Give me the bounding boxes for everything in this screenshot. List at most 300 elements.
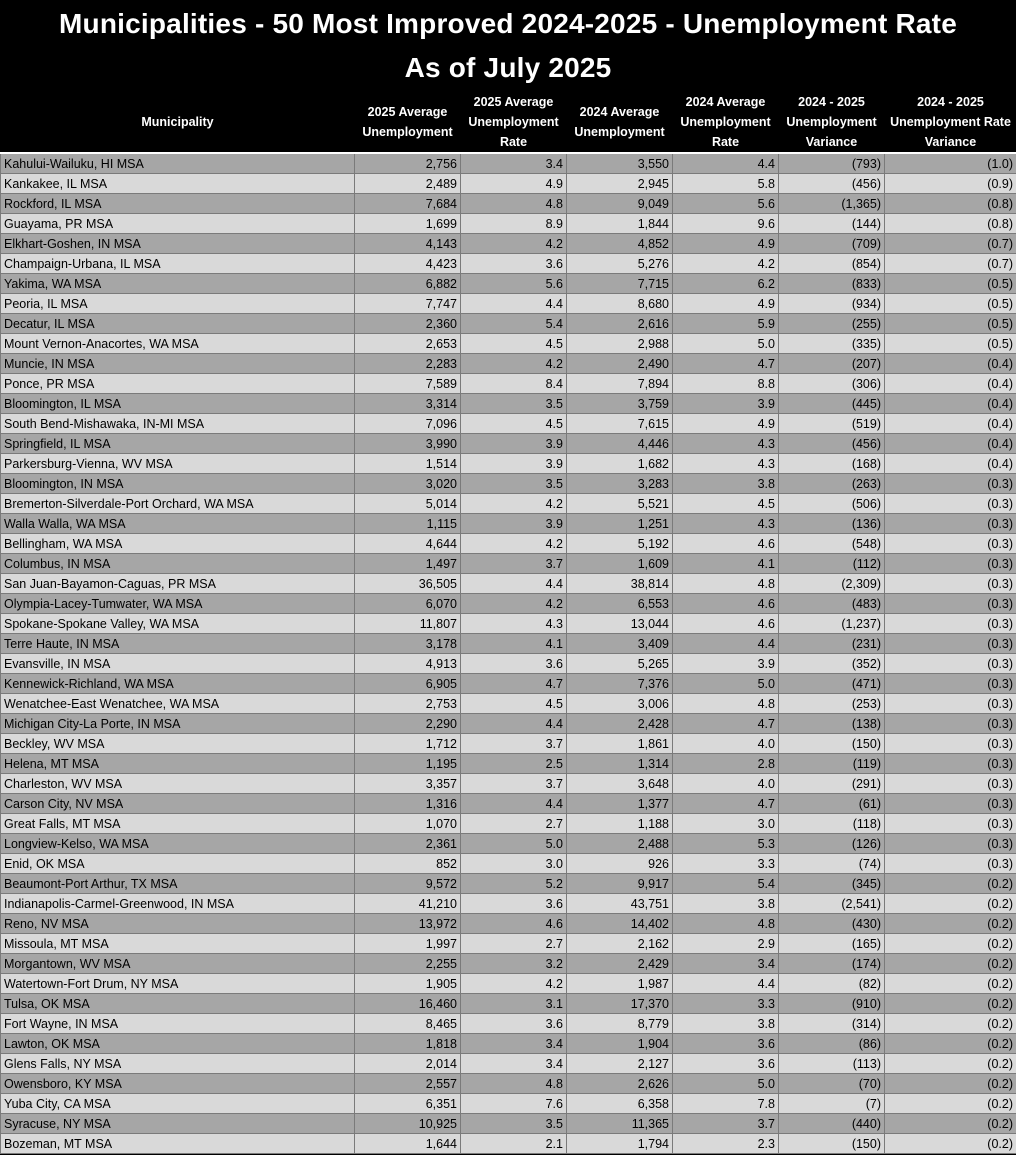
table-row — [1, 614, 1016, 634]
table-row — [1, 1134, 1016, 1154]
rate-2025-cell: 3.4 — [461, 1034, 567, 1054]
unemployment-2025-cell: 2,360 — [355, 314, 461, 334]
unemployment-variance-cell: (519) — [779, 414, 885, 434]
rate-2025-cell: 4.2 — [461, 594, 567, 614]
municipality-cell: Bremerton-Silverdale-Port Orchard, WA MSA — [1, 494, 355, 514]
rate-2024-cell: 6.2 — [673, 274, 779, 294]
unemployment-variance-cell: (430) — [779, 914, 885, 934]
rate-variance-cell: (0.4) — [885, 434, 1016, 454]
rate-variance-cell: (0.2) — [885, 1074, 1016, 1094]
unemployment-variance-cell: (119) — [779, 754, 885, 774]
municipality-cell: Olympia-Lacey-Tumwater, WA MSA — [1, 594, 355, 614]
table-row — [1, 814, 1016, 834]
unemployment-2024-cell: 2,162 — [567, 934, 673, 954]
unemployment-variance-cell: (150) — [779, 734, 885, 754]
municipality-cell: Rockford, IL MSA — [1, 194, 355, 214]
rate-variance-cell: (0.3) — [885, 634, 1016, 654]
table-row — [1, 1094, 1016, 1114]
rate-variance-cell: (0.3) — [885, 594, 1016, 614]
rate-variance-cell: (1.0) — [885, 153, 1016, 174]
municipality-cell: San Juan-Bayamon-Caguas, PR MSA — [1, 574, 355, 594]
table-row — [1, 654, 1016, 674]
rate-2025-cell: 3.5 — [461, 394, 567, 414]
table-row — [1, 1014, 1016, 1034]
unemployment-2025-cell: 7,747 — [355, 294, 461, 314]
unemployment-2025-cell: 6,070 — [355, 594, 461, 614]
rate-2025-cell: 4.2 — [461, 534, 567, 554]
rate-2025-cell: 3.5 — [461, 1114, 567, 1134]
rate-2024-cell: 2.3 — [673, 1134, 779, 1154]
rate-2025-cell: 3.5 — [461, 474, 567, 494]
municipality-cell: Ponce, PR MSA — [1, 374, 355, 394]
municipality-cell: Columbus, IN MSA — [1, 554, 355, 574]
unemployment-2024-cell: 1,609 — [567, 554, 673, 574]
rate-2025-cell: 4.3 — [461, 614, 567, 634]
municipality-cell: Mount Vernon-Anacortes, WA MSA — [1, 334, 355, 354]
table-row — [1, 714, 1016, 734]
rate-2025-cell: 5.2 — [461, 874, 567, 894]
table-row — [1, 854, 1016, 874]
rate-variance-cell: (0.3) — [885, 854, 1016, 874]
unemployment-2024-cell: 3,283 — [567, 474, 673, 494]
rate-2025-cell: 4.2 — [461, 354, 567, 374]
unemployment-2025-cell: 1,997 — [355, 934, 461, 954]
table-row — [1, 954, 1016, 974]
rate-variance-cell: (0.7) — [885, 234, 1016, 254]
municipality-cell: Syracuse, NY MSA — [1, 1114, 355, 1134]
rate-2025-cell: 4.4 — [461, 574, 567, 594]
unemployment-variance-cell: (253) — [779, 694, 885, 714]
unemployment-2024-cell: 13,044 — [567, 614, 673, 634]
unemployment-variance-cell: (854) — [779, 254, 885, 274]
unemployment-2024-cell: 926 — [567, 854, 673, 874]
table-row — [1, 294, 1016, 314]
rate-2025-cell: 4.7 — [461, 674, 567, 694]
unemployment-2025-cell: 1,712 — [355, 734, 461, 754]
title-block — [0, 0, 1016, 92]
rate-2024-cell: 4.4 — [673, 153, 779, 174]
rate-2025-cell: 4.2 — [461, 234, 567, 254]
unemployment-variance-cell: (150) — [779, 1134, 885, 1154]
rate-variance-cell: (0.5) — [885, 334, 1016, 354]
rate-variance-cell: (0.2) — [885, 1054, 1016, 1074]
unemployment-2025-cell: 1,514 — [355, 454, 461, 474]
rate-variance-cell: (0.3) — [885, 654, 1016, 674]
rate-variance-cell: (0.3) — [885, 834, 1016, 854]
unemployment-2024-cell: 17,370 — [567, 994, 673, 1014]
rate-variance-cell: (0.2) — [885, 1034, 1016, 1054]
unemployment-variance-cell: (345) — [779, 874, 885, 894]
municipality-cell: Lawton, OK MSA — [1, 1034, 355, 1054]
unemployment-variance-cell: (934) — [779, 294, 885, 314]
table-row — [1, 434, 1016, 454]
rate-2025-cell: 3.2 — [461, 954, 567, 974]
unemployment-2024-cell: 11,365 — [567, 1114, 673, 1134]
municipality-cell: Missoula, MT MSA — [1, 934, 355, 954]
rate-variance-cell: (0.4) — [885, 414, 1016, 434]
unemployment-variance-cell: (113) — [779, 1054, 885, 1074]
unemployment-2025-cell: 4,423 — [355, 254, 461, 274]
unemployment-variance-cell: (168) — [779, 454, 885, 474]
rate-2025-cell: 3.9 — [461, 514, 567, 534]
rate-variance-cell: (0.2) — [885, 1014, 1016, 1034]
rate-variance-cell: (0.3) — [885, 574, 1016, 594]
unemployment-2024-cell: 9,917 — [567, 874, 673, 894]
rate-2024-cell: 3.6 — [673, 1054, 779, 1074]
rate-2025-cell: 3.7 — [461, 734, 567, 754]
unemployment-2025-cell: 2,753 — [355, 694, 461, 714]
page-title: Municipalities - 50 Most Improved 2024-2025 - Unemployment Rate — [59, 8, 957, 39]
unemployment-2024-cell: 2,429 — [567, 954, 673, 974]
rate-2024-cell: 2.8 — [673, 754, 779, 774]
rate-2024-cell: 4.9 — [673, 294, 779, 314]
rate-variance-cell: (0.2) — [885, 994, 1016, 1014]
rate-2025-cell: 4.4 — [461, 794, 567, 814]
table-row — [1, 494, 1016, 514]
unemployment-variance-cell: (793) — [779, 153, 885, 174]
municipality-cell: Springfield, IL MSA — [1, 434, 355, 454]
unemployment-variance-cell: (70) — [779, 1074, 885, 1094]
rate-variance-cell: (0.3) — [885, 494, 1016, 514]
rate-2025-cell: 3.1 — [461, 994, 567, 1014]
unemployment-2024-cell: 5,265 — [567, 654, 673, 674]
table-row — [1, 594, 1016, 614]
unemployment-variance-cell: (74) — [779, 854, 885, 874]
rate-variance-cell: (0.3) — [885, 734, 1016, 754]
rate-variance-cell: (0.3) — [885, 694, 1016, 714]
unemployment-2025-cell: 1,699 — [355, 214, 461, 234]
unemployment-2025-cell: 2,653 — [355, 334, 461, 354]
table-row — [1, 234, 1016, 254]
rate-variance-cell: (0.3) — [885, 474, 1016, 494]
rate-2024-cell: 7.8 — [673, 1094, 779, 1114]
rate-2024-cell: 4.3 — [673, 434, 779, 454]
municipality-cell: Bozeman, MT MSA — [1, 1134, 355, 1154]
table-row — [1, 834, 1016, 854]
rate-2024-cell: 4.5 — [673, 494, 779, 514]
rate-2024-cell: 4.4 — [673, 974, 779, 994]
unemployment-variance-cell: (7) — [779, 1094, 885, 1114]
unemployment-2025-cell: 2,756 — [355, 153, 461, 174]
unemployment-variance-cell: (314) — [779, 1014, 885, 1034]
table-row — [1, 474, 1016, 494]
municipality-cell: Indianapolis-Carmel-Greenwood, IN MSA — [1, 894, 355, 914]
rate-2024-cell: 4.1 — [673, 554, 779, 574]
unemployment-2024-cell: 6,358 — [567, 1094, 673, 1114]
rate-2024-cell: 8.8 — [673, 374, 779, 394]
rate-variance-cell: (0.4) — [885, 354, 1016, 374]
unemployment-2025-cell: 2,255 — [355, 954, 461, 974]
rate-variance-cell: (0.2) — [885, 954, 1016, 974]
unemployment-2025-cell: 1,070 — [355, 814, 461, 834]
rate-variance-cell: (0.3) — [885, 754, 1016, 774]
column-header-2024-rate: 2024 Average Unemployment Rate — [673, 92, 779, 153]
unemployment-variance-cell: (255) — [779, 314, 885, 334]
rate-variance-cell: (0.2) — [885, 1134, 1016, 1154]
rate-2025-cell: 4.4 — [461, 714, 567, 734]
unemployment-2024-cell: 3,409 — [567, 634, 673, 654]
municipality-cell: Evansville, IN MSA — [1, 654, 355, 674]
unemployment-2024-cell: 3,759 — [567, 394, 673, 414]
unemployment-2024-cell: 9,049 — [567, 194, 673, 214]
rate-2025-cell: 4.2 — [461, 974, 567, 994]
rate-2025-cell: 2.7 — [461, 814, 567, 834]
rate-2025-cell: 5.0 — [461, 834, 567, 854]
unemployment-2025-cell: 4,143 — [355, 234, 461, 254]
rate-2025-cell: 4.5 — [461, 334, 567, 354]
unemployment-2024-cell: 2,626 — [567, 1074, 673, 1094]
unemployment-variance-cell: (231) — [779, 634, 885, 654]
rate-2024-cell: 4.4 — [673, 634, 779, 654]
rate-variance-cell: (0.3) — [885, 774, 1016, 794]
unemployment-variance-cell: (1,365) — [779, 194, 885, 214]
unemployment-2025-cell: 9,572 — [355, 874, 461, 894]
unemployment-2024-cell: 2,945 — [567, 174, 673, 194]
rate-2024-cell: 4.8 — [673, 914, 779, 934]
table-row — [1, 254, 1016, 274]
municipality-cell: Walla Walla, WA MSA — [1, 514, 355, 534]
rate-2025-cell: 2.1 — [461, 1134, 567, 1154]
unemployment-variance-cell: (910) — [779, 994, 885, 1014]
rate-2024-cell: 4.9 — [673, 414, 779, 434]
rate-2025-cell: 3.6 — [461, 254, 567, 274]
unemployment-2025-cell: 3,314 — [355, 394, 461, 414]
unemployment-variance-cell: (306) — [779, 374, 885, 394]
unemployment-2024-cell: 1,904 — [567, 1034, 673, 1054]
table-row — [1, 794, 1016, 814]
table-body — [1, 153, 1016, 1154]
unemployment-variance-cell: (291) — [779, 774, 885, 794]
municipality-cell: Kahului-Wailuku, HI MSA — [1, 153, 355, 174]
rate-2024-cell: 3.8 — [673, 894, 779, 914]
rate-variance-cell: (0.4) — [885, 454, 1016, 474]
column-header-2025-unemployment: 2025 Average Unemployment — [355, 92, 461, 153]
rate-variance-cell: (0.4) — [885, 374, 1016, 394]
unemployment-2025-cell: 1,644 — [355, 1134, 461, 1154]
municipality-cell: Guayama, PR MSA — [1, 214, 355, 234]
municipality-cell: Muncie, IN MSA — [1, 354, 355, 374]
municipality-cell: Terre Haute, IN MSA — [1, 634, 355, 654]
table-row — [1, 634, 1016, 654]
municipality-cell: Yakima, WA MSA — [1, 274, 355, 294]
rate-2024-cell: 4.3 — [673, 514, 779, 534]
rate-variance-cell: (0.3) — [885, 614, 1016, 634]
unemployment-2024-cell: 3,006 — [567, 694, 673, 714]
rate-variance-cell: (0.2) — [885, 934, 1016, 954]
table-row — [1, 554, 1016, 574]
table-row — [1, 874, 1016, 894]
municipality-cell: Owensboro, KY MSA — [1, 1074, 355, 1094]
municipality-cell: Glens Falls, NY MSA — [1, 1054, 355, 1074]
unemployment-2025-cell: 2,489 — [355, 174, 461, 194]
table-row — [1, 194, 1016, 214]
unemployment-variance-cell: (2,541) — [779, 894, 885, 914]
column-header-2025-rate: 2025 Average Unemployment Rate — [461, 92, 567, 153]
municipality-cell: Charleston, WV MSA — [1, 774, 355, 794]
unemployment-variance-cell: (1,237) — [779, 614, 885, 634]
unemployment-2025-cell: 6,905 — [355, 674, 461, 694]
rate-2025-cell: 4.6 — [461, 914, 567, 934]
rate-2024-cell: 5.0 — [673, 1074, 779, 1094]
unemployment-2024-cell: 43,751 — [567, 894, 673, 914]
municipality-cell: Elkhart-Goshen, IN MSA — [1, 234, 355, 254]
unemployment-2024-cell: 2,127 — [567, 1054, 673, 1074]
table-row — [1, 734, 1016, 754]
rate-2024-cell: 5.0 — [673, 334, 779, 354]
rate-2025-cell: 5.4 — [461, 314, 567, 334]
rate-variance-cell: (0.3) — [885, 554, 1016, 574]
municipality-cell: Beckley, WV MSA — [1, 734, 355, 754]
unemployment-2025-cell: 36,505 — [355, 574, 461, 594]
unemployment-2025-cell: 2,290 — [355, 714, 461, 734]
unemployment-variance-cell: (456) — [779, 434, 885, 454]
municipality-cell: Kankakee, IL MSA — [1, 174, 355, 194]
unemployment-variance-cell: (445) — [779, 394, 885, 414]
table-row — [1, 274, 1016, 294]
table-row — [1, 314, 1016, 334]
unemployment-2024-cell: 1,861 — [567, 734, 673, 754]
unemployment-2025-cell: 6,351 — [355, 1094, 461, 1114]
rate-2025-cell: 2.7 — [461, 934, 567, 954]
municipality-cell: Bellingham, WA MSA — [1, 534, 355, 554]
rate-2024-cell: 3.7 — [673, 1114, 779, 1134]
unemployment-variance-cell: (86) — [779, 1034, 885, 1054]
rate-2024-cell: 4.3 — [673, 454, 779, 474]
rate-2024-cell: 4.7 — [673, 714, 779, 734]
rate-2024-cell: 4.8 — [673, 574, 779, 594]
rate-variance-cell: (0.3) — [885, 674, 1016, 694]
rate-2024-cell: 5.3 — [673, 834, 779, 854]
unemployment-2025-cell: 1,195 — [355, 754, 461, 774]
unemployment-2024-cell: 7,376 — [567, 674, 673, 694]
rate-2025-cell: 5.6 — [461, 274, 567, 294]
rate-2025-cell: 4.5 — [461, 694, 567, 714]
table-row — [1, 394, 1016, 414]
municipality-cell: Peoria, IL MSA — [1, 294, 355, 314]
municipality-cell: Decatur, IL MSA — [1, 314, 355, 334]
municipality-cell: Champaign-Urbana, IL MSA — [1, 254, 355, 274]
rate-2025-cell: 4.4 — [461, 294, 567, 314]
rate-2025-cell: 3.4 — [461, 153, 567, 174]
unemployment-variance-cell: (174) — [779, 954, 885, 974]
unemployment-2025-cell: 10,925 — [355, 1114, 461, 1134]
unemployment-2024-cell: 7,894 — [567, 374, 673, 394]
table-row — [1, 894, 1016, 914]
table-row — [1, 674, 1016, 694]
unemployment-2025-cell: 4,913 — [355, 654, 461, 674]
unemployment-2024-cell: 4,852 — [567, 234, 673, 254]
unemployment-2024-cell: 2,488 — [567, 834, 673, 854]
rate-variance-cell: (0.2) — [885, 874, 1016, 894]
municipality-cell: South Bend-Mishawaka, IN-MI MSA — [1, 414, 355, 434]
unemployment-variance-cell: (112) — [779, 554, 885, 574]
rate-variance-cell: (0.4) — [885, 394, 1016, 414]
table-row — [1, 774, 1016, 794]
rate-2024-cell: 4.8 — [673, 694, 779, 714]
municipality-cell: Bloomington, IL MSA — [1, 394, 355, 414]
rate-2024-cell: 4.0 — [673, 734, 779, 754]
unemployment-2024-cell: 5,276 — [567, 254, 673, 274]
municipality-cell: Michigan City-La Porte, IN MSA — [1, 714, 355, 734]
rate-variance-cell: (0.3) — [885, 714, 1016, 734]
table-row — [1, 354, 1016, 374]
rate-2025-cell: 7.6 — [461, 1094, 567, 1114]
municipality-cell: Fort Wayne, IN MSA — [1, 1014, 355, 1034]
rate-variance-cell: (0.3) — [885, 794, 1016, 814]
rate-2025-cell: 8.4 — [461, 374, 567, 394]
unemployment-2024-cell: 6,553 — [567, 594, 673, 614]
column-header-2024-unemployment: 2024 Average Unemployment — [567, 92, 673, 153]
unemployment-2025-cell: 1,818 — [355, 1034, 461, 1054]
rate-2025-cell: 3.9 — [461, 434, 567, 454]
unemployment-2025-cell: 1,316 — [355, 794, 461, 814]
unemployment-2024-cell: 5,521 — [567, 494, 673, 514]
table-row — [1, 174, 1016, 194]
unemployment-2025-cell: 1,115 — [355, 514, 461, 534]
municipality-cell: Helena, MT MSA — [1, 754, 355, 774]
unemployment-2024-cell: 3,648 — [567, 774, 673, 794]
rate-2024-cell: 3.8 — [673, 474, 779, 494]
unemployment-2025-cell: 4,644 — [355, 534, 461, 554]
rate-2025-cell: 3.0 — [461, 854, 567, 874]
rate-2025-cell: 4.8 — [461, 194, 567, 214]
rate-variance-cell: (0.5) — [885, 314, 1016, 334]
unemployment-2024-cell: 1,844 — [567, 214, 673, 234]
table-row — [1, 374, 1016, 394]
unemployment-2025-cell: 16,460 — [355, 994, 461, 1014]
municipality-cell: Reno, NV MSA — [1, 914, 355, 934]
rate-2025-cell: 4.9 — [461, 174, 567, 194]
table-row — [1, 974, 1016, 994]
unemployment-2024-cell: 14,402 — [567, 914, 673, 934]
rate-2025-cell: 4.2 — [461, 494, 567, 514]
table-row — [1, 1074, 1016, 1094]
rate-2024-cell: 4.2 — [673, 254, 779, 274]
municipality-cell: Bloomington, IN MSA — [1, 474, 355, 494]
unemployment-variance-cell: (138) — [779, 714, 885, 734]
municipality-cell: Tulsa, OK MSA — [1, 994, 355, 1014]
unemployment-2025-cell: 11,807 — [355, 614, 461, 634]
rate-2025-cell: 3.7 — [461, 554, 567, 574]
rate-variance-cell: (0.3) — [885, 514, 1016, 534]
rate-2024-cell: 3.9 — [673, 394, 779, 414]
municipality-cell: Longview-Kelso, WA MSA — [1, 834, 355, 854]
table-row — [1, 914, 1016, 934]
unemployment-2025-cell: 2,283 — [355, 354, 461, 374]
unemployment-2024-cell: 1,377 — [567, 794, 673, 814]
unemployment-2025-cell: 3,357 — [355, 774, 461, 794]
unemployment-variance-cell: (136) — [779, 514, 885, 534]
column-header-rate-variance: 2024 - 2025 Unemployment Rate Variance — [885, 92, 1016, 153]
unemployment-variance-cell: (471) — [779, 674, 885, 694]
table-row — [1, 1114, 1016, 1134]
unemployment-variance-cell: (833) — [779, 274, 885, 294]
table-row — [1, 574, 1016, 594]
unemployment-2025-cell: 3,020 — [355, 474, 461, 494]
unemployment-2025-cell: 1,905 — [355, 974, 461, 994]
rate-2024-cell: 4.7 — [673, 354, 779, 374]
table-row — [1, 214, 1016, 234]
rate-2024-cell: 9.6 — [673, 214, 779, 234]
rate-2024-cell: 4.0 — [673, 774, 779, 794]
rate-2024-cell: 3.4 — [673, 954, 779, 974]
rate-2024-cell: 5.8 — [673, 174, 779, 194]
rate-2024-cell: 4.7 — [673, 794, 779, 814]
unemployment-variance-cell: (2,309) — [779, 574, 885, 594]
unemployment-2024-cell: 1,987 — [567, 974, 673, 994]
header-row — [1, 92, 1016, 153]
table-row — [1, 153, 1016, 174]
